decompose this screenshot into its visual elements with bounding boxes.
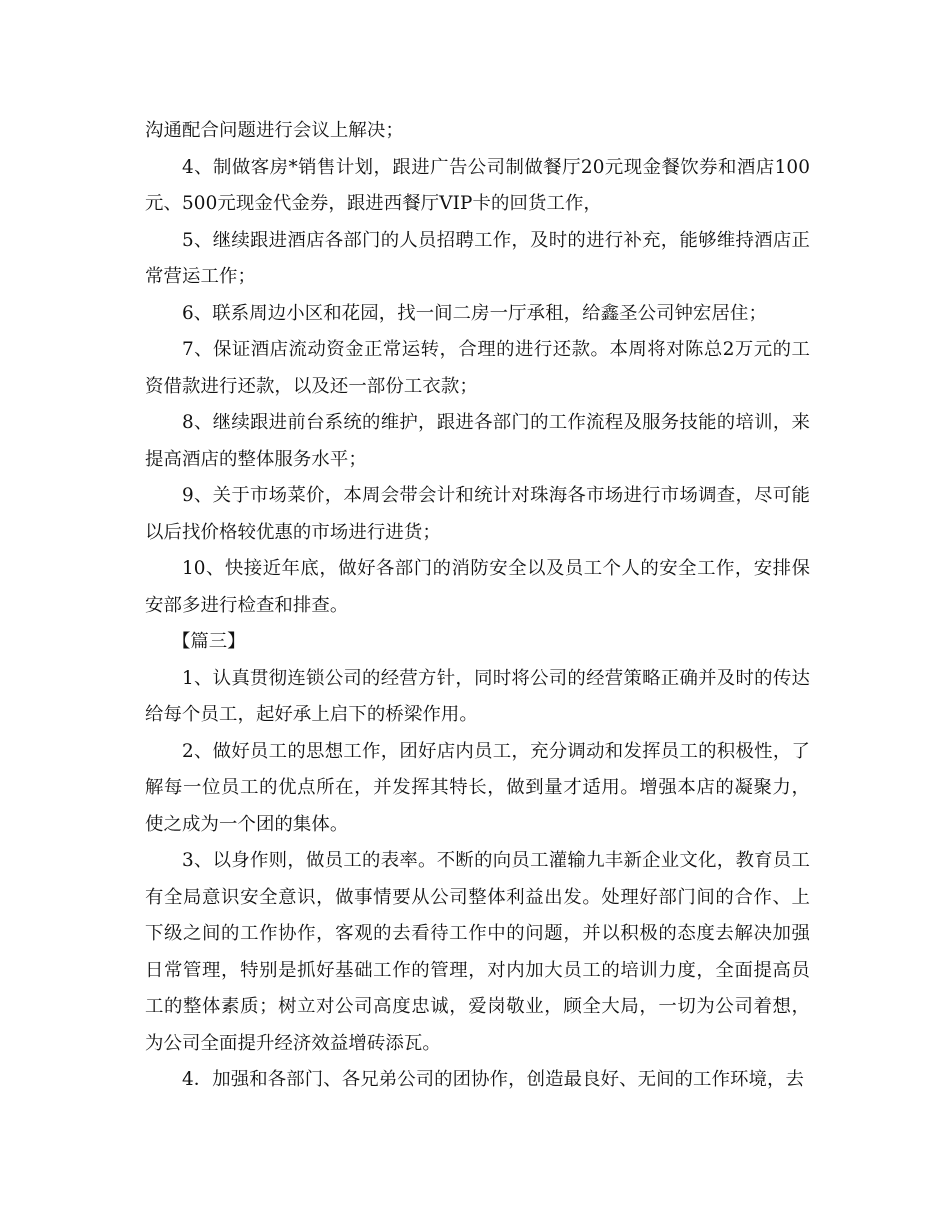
section-heading: 【篇三】: [172, 631, 246, 652]
paragraph-item-7: 7、保证酒店流动资金正常运转，合理的进行还款。本周将对陈总2万元的工资借款进行还款，以及还一部份工衣款；: [145, 339, 810, 397]
paragraph-item-10: 10、快接近年底，做好各部门的消防安全以及员工个人的安全工作，安排保安部多进行检查和排查。: [145, 558, 810, 616]
paragraph-continuation: 沟通配合问题进行会议上解决；: [145, 120, 404, 141]
paragraph-item-8: 8、继续跟进前台系统的维护，跟进各部门的工作流程及服务技能的培训，来提高酒店的整体服务水平；: [145, 412, 810, 470]
paragraph-item-4b: 4．加强和各部门、各兄弟公司的团协作，创造最良好、无间的工作环境，去: [182, 1069, 804, 1090]
document-page: [145, 113, 810, 1099]
paragraph-item-5: 5、继续跟进酒店各部门的人员招聘工作，及时的进行补充，能够维持酒店正常营运工作；: [145, 229, 810, 287]
paragraph-item-4: 4、制做客房*销售计划，跟进广告公司制做餐厅20元现金餐饮券和酒店100元、500元现金代金券，跟进西餐厅VIP卡的回货工作，: [145, 156, 810, 214]
paragraph-item-3: 3、以身作则，做员工的表率。不断的向员工灌输九丰新企业文化，教育员工有全局意识安全意识，做事情要从公司整体利益出发。处理好部门间的合作、上下级之间的工作协作，客观的去看待工作中的问题，并以积极的态度去解决加强日常管理，特别是抓好基础工作的管理，对内加大员工的培训力度，全面提高员工的整体素质；树立对公司高度忠诚，爱岗敬业，顾全大局，一切为公司着想，为公司全面提升经济效益增砖添瓦。: [145, 850, 810, 1054]
paragraph-item-9: 9、关于市场菜价，本周会带会计和统计对珠海各市场进行市场调查，尽可能以后找价格较优惠的市场进行进货；: [145, 485, 810, 543]
paragraph-item-2: 2、做好员工的思想工作，团好店内员工，充分调动和发挥员工的积极性，了解每一位员工的优点所在，并发挥其特长，做到量才适用。增强本店的凝聚力，使之成为一个团的集体。: [145, 740, 810, 835]
paragraph-item-6: 6、联系周边小区和花园，找一间二房一厅承租，给鑫圣公司钟宏居住；: [182, 302, 768, 324]
paragraph-item-1: 1、认真贯彻连锁公司的经营方针，同时将公司的经营策略正确并及时的传达给每个员工，起好承上启下的桥梁作用。: [145, 667, 810, 725]
